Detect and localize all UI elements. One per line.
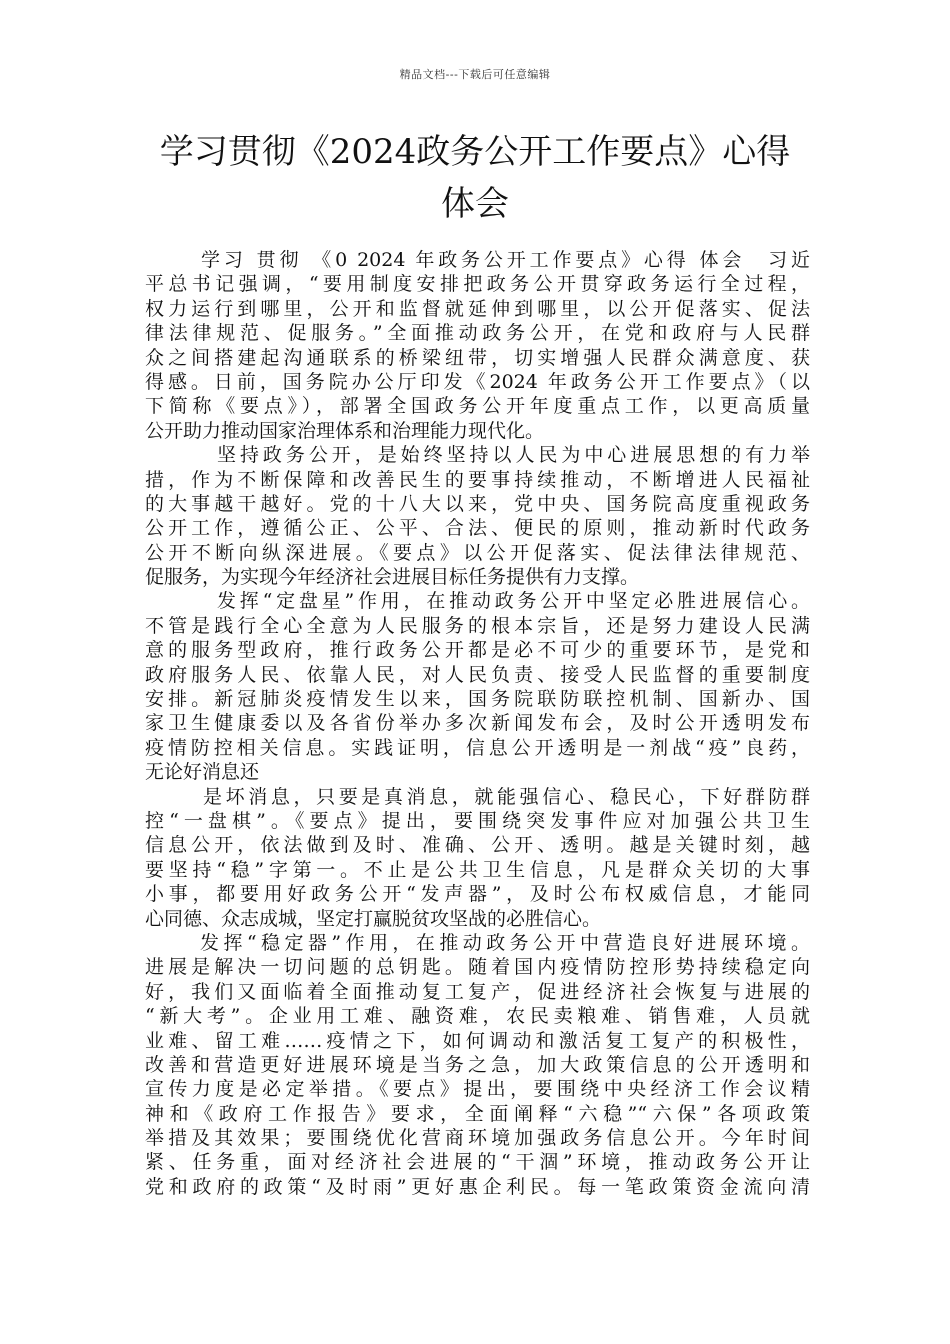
- text-line: 要坚持“稳”字第一。不止是公共卫生信息，凡是群众关切的大事: [145, 858, 810, 881]
- text-line: 信息公开，依法做到及时、准确、公开、透明。越是关键时刻，越: [145, 834, 810, 857]
- paragraph: [145, 443, 810, 589]
- text-line: 促服务，为实现今年经济社会进展目标任务提供有力支撑。: [145, 566, 640, 589]
- document-body: [145, 248, 810, 1199]
- title-line-1: 学习贯彻《2024政务公开工作要点》心得: [159, 132, 791, 172]
- text-line: 得感。日前，国务院办公厅印发《2024 年政务公开工作要点》（以: [145, 370, 810, 393]
- text-line: 家卫生健康委以及各省份举办多次新闻发布会，及时公开透明发布: [145, 712, 810, 735]
- text-line: 公开助力推动国家治理体系和治理能力现代化。: [145, 419, 545, 442]
- header-note: 精品文档---下载后可任意编辑: [399, 68, 551, 81]
- text-line: 进展是解决一切问题的总钥匙。随着国内疫情防控形势持续稳定向: [145, 956, 810, 979]
- text-line: 神和《政府工作报告》要求，全面阐释“六稳”“六保”各项政策: [145, 1102, 810, 1125]
- text-line: 下简称《要点》），部署全国政务公开年度重点工作，以更高质量: [145, 395, 810, 418]
- text-line: “新大考”。企业用工难、融资难，农民卖粮难、销售难，人员就: [145, 1005, 810, 1028]
- text-line: 众之间搭建起沟通联系的桥梁纽带，切实增强人民群众满意度、获: [145, 346, 810, 369]
- text-line: 措，作为不断保障和改善民生的要事持续推动，不断增进人民福祉: [145, 468, 810, 491]
- paragraph: [145, 248, 810, 443]
- paragraph: [145, 785, 810, 931]
- text-line: 疫情防控相关信息。实践证明，信息公开透明是一剂战“疫”良药，: [145, 736, 810, 759]
- text-line: 无论好消息还: [145, 761, 260, 784]
- text-line: 平总书记强调，“要用制度安排把政务公开贯穿政务运行全过程，: [145, 273, 810, 296]
- text-line: 是坏消息，只要是真消息，就能强信心、稳民心，下好群防群: [203, 785, 810, 808]
- text-line: 的大事越干越好。党的十八大以来，党中央、国务院高度重视政务: [145, 492, 810, 515]
- text-line: 公开工作，遵循公正、公平、合法、便民的原则，推动新时代政务: [145, 517, 810, 540]
- text-line: 公开不断向纵深进展。《要点》以公开促落实、促法律法律规范、: [145, 541, 810, 564]
- text-line: 举措及其效果；要围绕优化营商环境加强政务信息公开。今年时间: [145, 1127, 810, 1150]
- title-line-2: 体会: [441, 184, 509, 224]
- text-line: 党和政府的政策“及时雨”更好惠企利民。每一笔政策资金流向清: [145, 1175, 810, 1198]
- text-line: 发挥“稳定器”作用，在推动政务公开中营造良好进展环境。: [200, 931, 810, 954]
- text-line: 发挥“定盘星”作用，在推动政务公开中坚定必胜进展信心。: [217, 590, 810, 613]
- text-line: 改善和营造更好进展环境是当务之急，加大政策信息的公开透明和: [145, 1053, 810, 1076]
- text-line: 意的服务型政府，推行政务公开都是必不可少的重要环节，是党和: [145, 639, 810, 662]
- text-line: 不管是践行全心全意为人民服务的根本宗旨，还是努力建设人民满: [145, 614, 810, 637]
- text-line: 业难、留工难……疫情之下，如何调动和激活复工复产的积极性，: [145, 1029, 810, 1052]
- text-line: 好，我们又面临着全面推动复工复产，促进经济社会恢复与进展的: [145, 980, 810, 1003]
- text-line: 控“一盘棋”。《要点》提出，要围绕突发事件应对加强公共卫生: [145, 809, 810, 832]
- text-line: 政府服务人民、依靠人民，对人民负责、接受人民监督的重要制度: [145, 663, 810, 686]
- text-line: 学习 贯彻 《0 2024 年政务公开工作要点》心得 体会 习近: [201, 249, 810, 271]
- document-title: [140, 126, 810, 230]
- text-line: 律法律规范、促服务。”全面推动政务公开，在党和政府与人民群: [145, 322, 810, 345]
- paragraph: [145, 589, 810, 784]
- paragraph: [145, 931, 810, 1199]
- text-line: 坚持政务公开，是始终坚持以人民为中心进展思想的有力举: [217, 444, 810, 467]
- text-line: 小事，都要用好政务公开“发声器”，及时公布权威信息，才能同: [145, 883, 810, 906]
- text-line: 心同德、众志成城，坚定打赢脱贫攻坚战的必胜信心。: [145, 907, 602, 930]
- text-line: 宣传力度是必定举措。《要点》提出，要围绕中央经济工作会议精: [145, 1078, 810, 1101]
- text-line: 安排。新冠肺炎疫情发生以来，国务院联防联控机制、国新办、国: [145, 688, 810, 711]
- text-line: 紧、任务重，面对经济社会进展的“干涸”环境，推动政务公开让: [145, 1151, 810, 1174]
- text-line: 权力运行到哪里，公开和监督就延伸到哪里，以公开促落实、促法: [145, 297, 810, 320]
